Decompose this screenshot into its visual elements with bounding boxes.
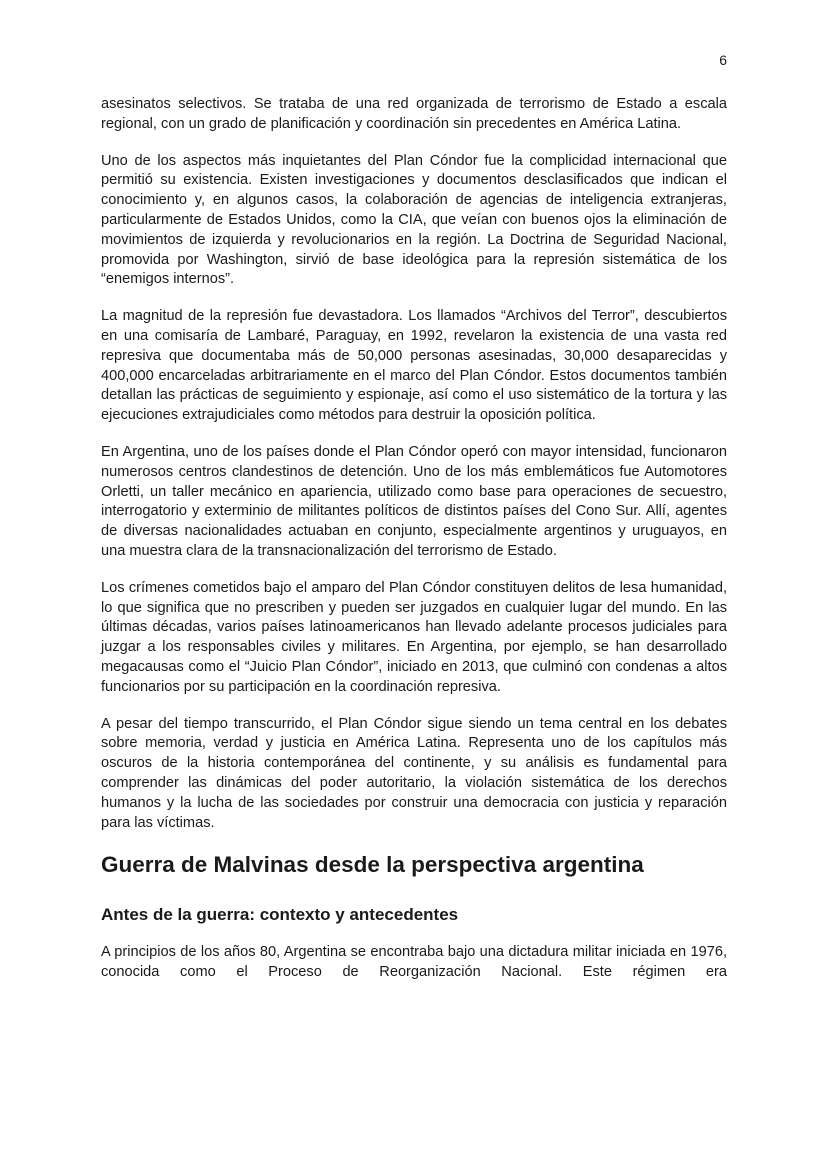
body-paragraph: A pesar del tiempo transcurrido, el Plan Cóndor sigue siendo un tema central en los debates sobre memoria, verdad y justicia en América Latina. Representa uno de los capítulos más oscuros de la historia contemporánea del continente, y su análisis es fundamental para comprender las dinámicas del poder autoritario, la violación sistemática de los derechos humanos y la lucha de las sociedades por construir una democracia con justicia y reparación para las víctimas. xyxy=(101,715,727,831)
page-content xyxy=(101,95,727,1000)
body-paragraph: En Argentina, uno de los países donde el Plan Cóndor operó con mayor intensidad, funcionaron numerosos centros clandestinos de detención. Uno de los más emblemáticos fue Automotores Orletti, un taller mecánico en apariencia, utilizado como base para operaciones de secuestro, interrogatorio y exterminio de militantes políticos de distintos países del Cono Sur. Allí, agentes de diversas nacionalidades actuaban en conjunto, especialmente argentinos y uruguayos, en una muestra clara de la transnacionalización del terrorismo de Estado. xyxy=(101,443,727,559)
body-paragraph: asesinatos selectivos. Se trataba de una red organizada de terrorismo de Estado a escala regional, con un grado de planificación y coordinación sin precedentes en América Latina. xyxy=(101,96,727,132)
subsection-heading: Antes de la guerra: contexto y antecedentes xyxy=(101,905,459,925)
body-paragraph: A principios de los años 80, Argentina se encontraba bajo una dictadura militar iniciada en 1976, conocida como el Proceso de Reorganización Nacional. Este régimen era xyxy=(101,944,727,981)
body-paragraph: La magnitud de la represión fue devastadora. Los llamados “Archivos del Terror”, descubiertos en una comisaría de Lambaré, Paraguay, en 1992, revelaron la existencia de una vasta red represiva que documentaba más de 50,000 personas asesinadas, 30,000 desaparecidas y 400,000 encarceladas arbitrariamente en el marco del Plan Cóndor. Estos documentos también detallan las prácticas de seguimiento y espionaje, así como el uso sistemático de la tortura y las ejecuciones extrajudiciales como métodos para destruir la oposición política. xyxy=(101,308,727,424)
section-heading: Guerra de Malvinas desde la perspectiva argentina xyxy=(101,852,644,878)
body-paragraph: Los crímenes cometidos bajo el amparo del Plan Cóndor constituyen delitos de lesa humanidad, lo que significa que no prescriben y pueden ser juzgados en cualquier lugar del mundo. En las últimas décadas, varios países latinoamericanos han llevado adelante procesos judiciales para juzgar a los responsables civiles y militares. En Argentina, por ejemplo, se han desarrollado megacausas como el “Juicio Plan Cóndor”, iniciado en 2013, que culminó con condenas a altos funcionarios por su participación en la coordinación represiva. xyxy=(101,579,727,695)
page-number: 6 xyxy=(719,52,727,68)
body-paragraph: Uno de los aspectos más inquietantes del Plan Cóndor fue la complicidad internacional que permitió su existencia. Existen investigaciones y documentos desclasificados que indican el conocimiento y, en algunos casos, la colaboración de agencias de inteligencia extranjeras, particularmente de Estados Unidos, como la CIA, que veían con buenos ojos la eliminación de movimientos de izquierda y revolucionarios en la región. La Doctrina de Seguridad Nacional, promovida por Washington, sirvió de base ideológica para la represión sistemática de los “enemigos internos”. xyxy=(101,152,727,288)
